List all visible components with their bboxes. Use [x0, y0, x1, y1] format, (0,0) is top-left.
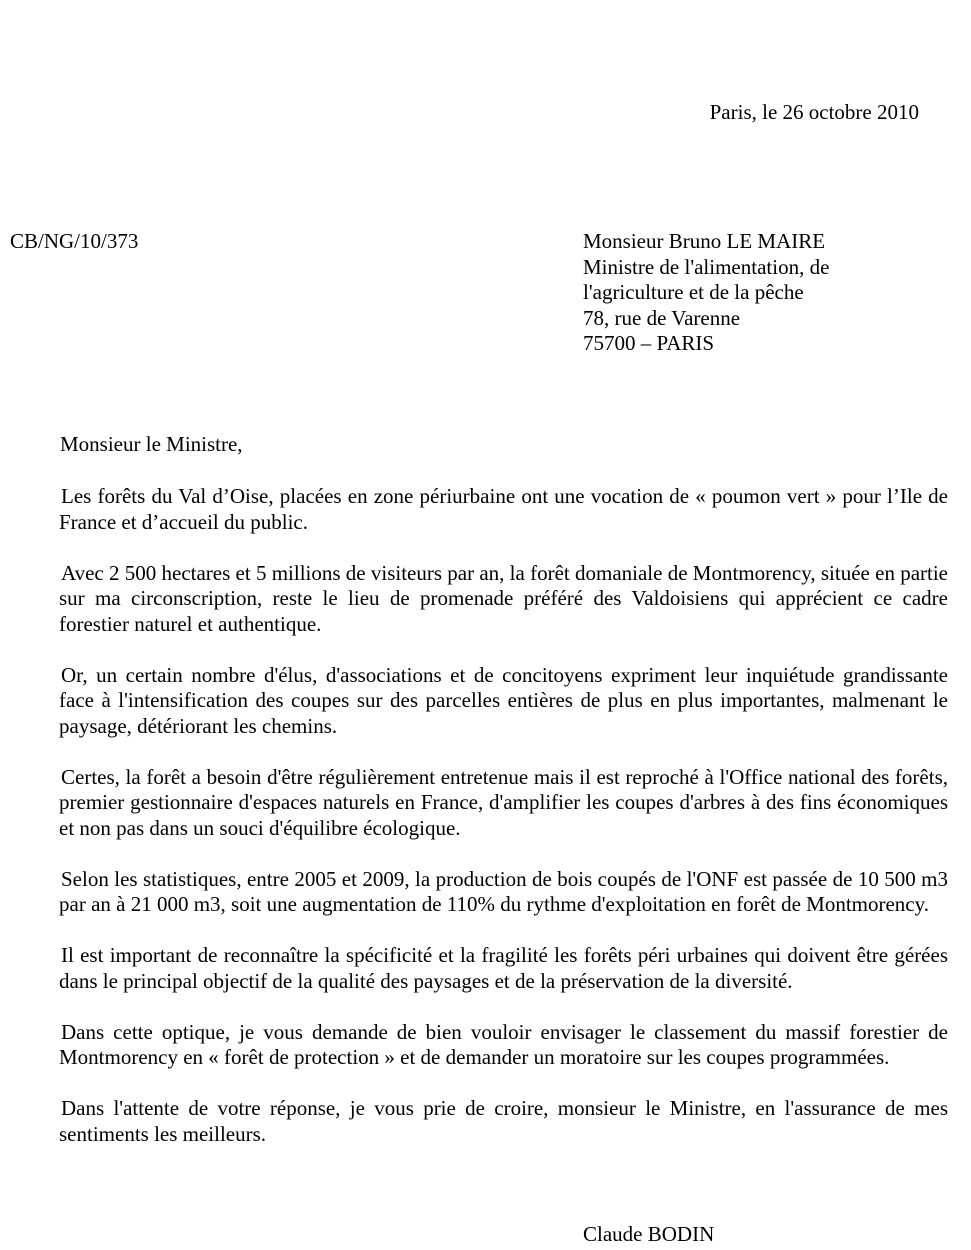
body-paragraph: Les forêts du Val d’Oise, placées en zone périurbaine ont une vocation de « poumon vert » pour l’Ile de France et d’accueil du public.	[59, 484, 948, 534]
body-paragraph: Avec 2 500 hectares et 5 millions de visiteurs par an, la forêt domaniale de Montmorency, située en partie sur ma circonscription, reste le lieu de promenade préféré des Valdoisiens qui apprécient ce cadre forestier naturel et authentique.	[59, 560, 948, 636]
body-paragraph: Il est important de reconnaître la spécificité et la fragilité les forêts péri urbaines qui doivent être gérées dans le principal objectif de la qualité des paysages et de la préservation de la diversité.	[59, 943, 948, 993]
body-paragraph: Selon les statistiques, entre 2005 et 2009, la production de bois coupés de l'ONF est passée de 10 500 m3 par an à 21 000 m3, soit une augmentation de 110% du rythme d'exploitation en forêt de Montmorency.	[59, 866, 948, 916]
salutation: Monsieur le Ministre,	[60, 432, 243, 456]
recipient-title-line-2: l'agriculture et de la pêche	[583, 280, 804, 304]
recipient-title-line-1: Ministre de l'alimentation, de	[583, 254, 830, 279]
recipient-city: 75700 – PARIS	[583, 331, 715, 355]
reference-code: CB/NG/10/373	[10, 229, 139, 253]
signature: Claude BODIN	[583, 1222, 715, 1246]
recipient-street: 78, rue de Varenne	[583, 305, 741, 330]
letter-date: Paris, le 26 octobre 2010	[709, 100, 919, 124]
body-paragraph: Dans l'attente de votre réponse, je vous prie de croire, monsieur le Ministre, en l'assurance de mes sentiments les meilleurs.	[59, 1096, 948, 1146]
body-paragraph: Certes, la forêt a besoin d'être régulièrement entretenue mais il est reproché à l'Office national des forêts, premier gestionnaire d'espaces naturels en France, d'amplifier les coupes d'arbres à des fins économiques et non pas dans un souci d'équilibre écologique.	[59, 764, 948, 840]
body-paragraph: Or, un certain nombre d'élus, d'associations et de concitoyens expriment leur inquiétude grandissante face à l'intensification des coupes sur des parcelles entières de plus en plus importantes, malmenant le paysage, détériorant les chemins.	[59, 662, 948, 738]
letter-body	[59, 484, 948, 1173]
recipient-address	[583, 229, 829, 357]
body-paragraph: Dans cette optique, je vous demande de bien vouloir envisager le classement du massif forestier de Montmorency en « forêt de protection » et de demander un moratoire sur les coupes programmées.	[59, 1019, 948, 1069]
recipient-name: Monsieur Bruno LE MAIRE	[583, 229, 826, 253]
